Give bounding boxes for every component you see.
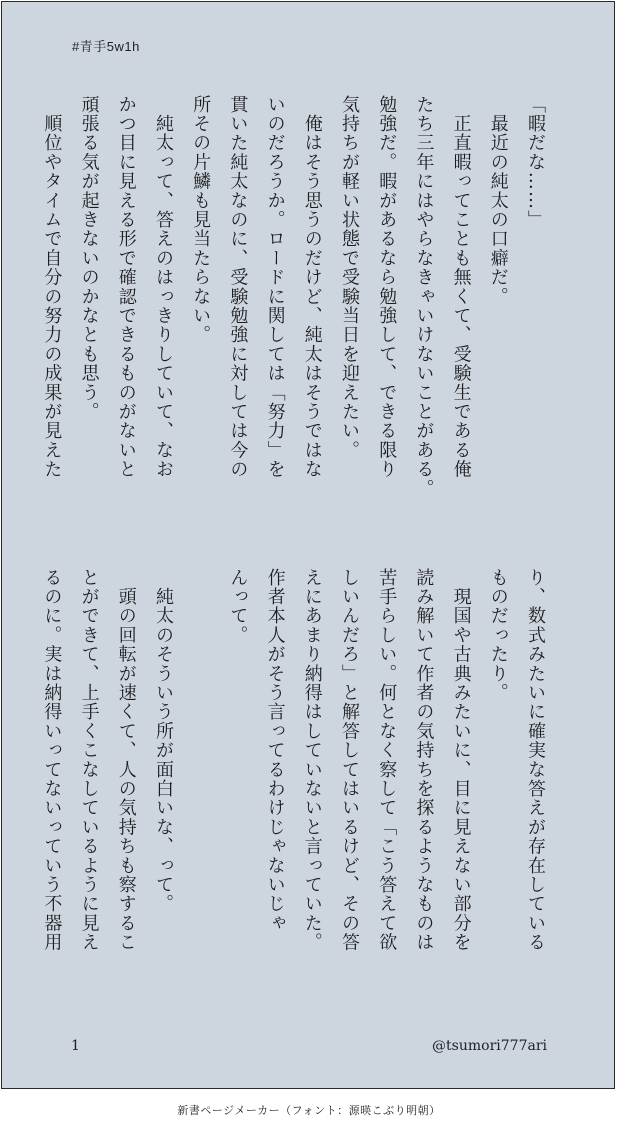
line: かつ目に見える形で確認できるものがないと: [115, 95, 137, 479]
line: 最近の純太の口癖だ。: [487, 95, 509, 307]
line: とができて、上手くこなしているように見え: [78, 568, 100, 952]
book-page: [1, 1, 615, 1089]
line: [182, 568, 219, 998]
line: り、数式みたいに確実な答えが存在している: [525, 568, 546, 952]
line: 純太のそういう所が面白いな、って。: [152, 568, 174, 914]
line: 正直暇ってことも無くて、受験生である俺: [450, 95, 472, 479]
line: いのだろうか。ロードに関しては「努力」を: [264, 95, 286, 479]
line: 読み解いて作者の気持ちを探るようなものは: [413, 568, 435, 952]
line: 所その片鱗も見当たらない。: [190, 95, 212, 345]
author-handle: @tsumori777ari: [432, 1038, 547, 1054]
line: るのに。実は納得いってないっていう不器用: [41, 568, 63, 952]
generator-credit: 新書ページメーカー（フォント：源暎こぶり明朝）: [177, 1104, 441, 1117]
line: んって。: [227, 568, 249, 645]
line: 現国や古典みたいに、目に見えない部分を: [450, 568, 472, 952]
line: 勉強だ。暇があるなら勉強して、できる限り: [376, 95, 398, 479]
page-number: 1: [71, 1038, 80, 1054]
line: えにあまり納得はしていないと言っていた。: [301, 568, 323, 952]
text-block-lower: [41, 568, 554, 998]
line: たち三年にはやらなきゃいけないことがある。: [413, 95, 435, 499]
line: 純太って、答えのはっきりしていて、なお: [152, 95, 174, 479]
line: 作者本人がそう言ってるわけじゃないじゃ: [264, 568, 286, 933]
line: 頑張る気が起きないのかなとも思う。: [78, 95, 100, 422]
text-block-upper: [41, 95, 554, 515]
line: 貫いた純太なのに、受験勉強に対しては今の: [227, 95, 249, 479]
line: 「暇だな……」: [525, 95, 546, 230]
line: 俺はそう思うのだけど、純太はそうではな: [301, 95, 323, 479]
line: 順位やタイムで自分の努力の成果が見えた: [41, 95, 63, 479]
line: 気持ちが軽い状態で受験当日を迎えたい。: [338, 95, 360, 460]
line: 頭の回転が速くて、人の気持ちも察するこ: [115, 568, 137, 952]
line: ものだったり。: [487, 568, 509, 703]
line: 苦手らしい。何となく察して「こう答えて欲: [376, 568, 398, 952]
hashtag: #青手5w1h: [72, 39, 140, 54]
line: しいんだろ」と解答してはいるけど、その答: [338, 568, 360, 952]
